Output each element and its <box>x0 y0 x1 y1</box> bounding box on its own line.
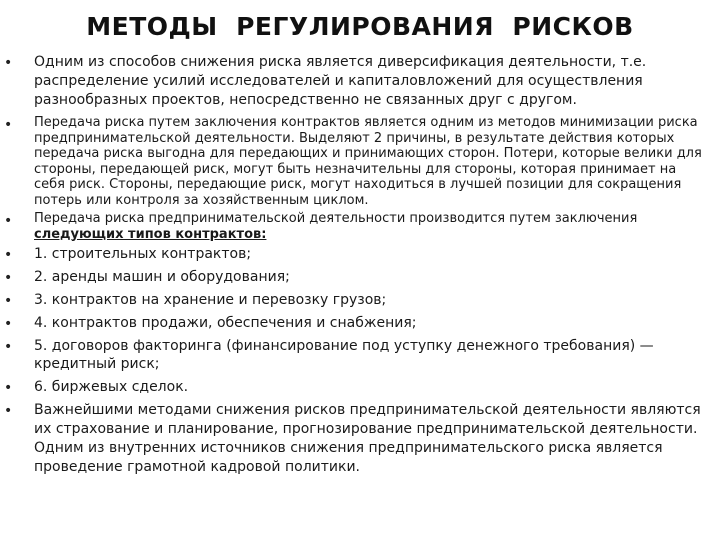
bullet-text: 2. аренды машин и оборудования; <box>34 269 290 285</box>
list-item <box>4 211 710 242</box>
bullet-text: Передача риска путем заключения контрактов является одним из методов минимизации риска предпринимательской деятельности. Выделяют 2 причины, в результате действия которых передача риска выгодна для передающих и принимающих сторон. Потери, которые велики для стороны, передающей риск, могут быть незначительны для стороны, которая принимает на себя риск. Стороны, передающие риск, могут находиться в лучшей позиции для сокращения потерь или контроля за хозяйственным циклом. <box>34 115 702 208</box>
bullet-text: 4. контрактов продажи, обеспечения и снабжения; <box>34 315 417 331</box>
bullet-icon: • <box>4 55 13 71</box>
bullet-list <box>4 53 710 482</box>
bullet-text <box>34 211 710 242</box>
list-item <box>4 337 710 373</box>
slide-title: МЕТОДЫ РЕГУЛИРОВАНИЯ РИСКОВ <box>86 12 634 41</box>
bullet-text: 3. контрактов на хранение и перевозку грузов; <box>34 292 387 308</box>
bullet-icon: • <box>4 380 13 396</box>
bullet-icon: • <box>4 403 13 419</box>
bullet-text-part: Передача риска предпринимательской деятельности производится путем заключения <box>34 211 638 226</box>
bullet-icon: • <box>4 247 13 263</box>
list-item <box>4 378 710 396</box>
list-item <box>4 401 710 477</box>
bullet-text: Важнейшими методами снижения рисков предпринимательской деятельности являются их страхование и планирование, прогнозирование предпринимательской деятельности. Одним из внутренних источников снижения предпринимательского риска является проведение грамотной кадровой политики. <box>34 402 701 475</box>
list-item <box>4 268 710 286</box>
bullet-icon: • <box>4 270 13 286</box>
bullet-icon: • <box>4 339 13 355</box>
bullet-icon: • <box>4 293 13 309</box>
list-item <box>4 115 710 208</box>
bullet-icon: • <box>4 316 13 332</box>
list-item <box>4 245 710 263</box>
bullet-text: 6. биржевых сделок. <box>34 379 189 395</box>
list-item <box>4 291 710 309</box>
list-item <box>4 53 710 110</box>
bullet-text: 5. договоров факторинга (финансирование под уступку денежного требования) — кредитный риск; <box>34 338 654 372</box>
bullet-text-emphasis: следующих типов контрактов: <box>34 226 267 242</box>
bullet-text: Одним из способов снижения риска является диверсификация деятельности, т.е. распределение усилий исследователей и капиталовложений для осуществления разнообразных проектов, непосредственно не связанных друг с другом. <box>34 54 647 108</box>
bullet-text: 1. строительных контрактов; <box>34 246 252 262</box>
bullet-icon: • <box>4 213 13 229</box>
bullet-icon: • <box>4 117 13 133</box>
list-item <box>4 314 710 332</box>
